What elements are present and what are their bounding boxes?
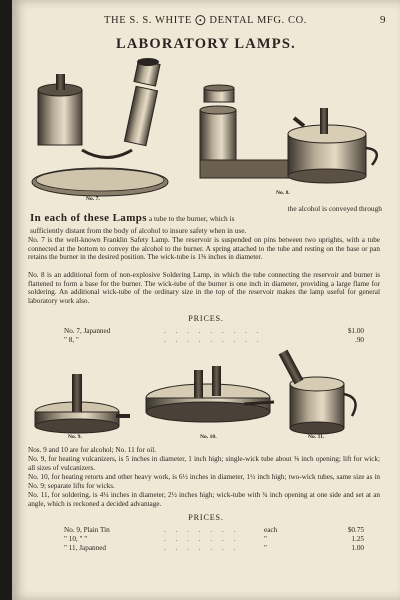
paragraph-no8: No. 8 is an additional form of non-explosive Soldering Lamp, in which the tube connecting the reservoir and burner is flattened to form a base for the burner. The wick-tube of the burner is one inch in diameter, providing a large flame for soldering. An additional wick-tube of the ordinary size in the top of the reservoir makes the lamp useful for general laboratory work also. bbox=[28, 271, 380, 305]
price-row bbox=[64, 544, 364, 553]
price-value: $1.00 bbox=[347, 327, 364, 335]
lamp-no7-illustration bbox=[32, 58, 168, 196]
company-name: THE S. S. WHITE ⨀ DENTAL MFG. CO. bbox=[104, 15, 307, 26]
price-row bbox=[64, 327, 364, 336]
lamp-no9-illustration bbox=[35, 374, 130, 433]
price-value: 1.00 bbox=[351, 544, 364, 552]
price-each: " bbox=[264, 535, 267, 543]
price-label: No. 7, Japanned bbox=[64, 327, 111, 335]
intro-line-2: a tube to the burner, which is bbox=[148, 214, 235, 223]
paragraph-no11: No. 11, for soldering, is 4¼ inches in diameter, 2½ inches high; wick-tube with ¾ inch opening at one side and set at an angle, which is reckoned a decided advantage. bbox=[28, 491, 380, 508]
price-label: " 8, " bbox=[64, 336, 79, 344]
page-number: 9 bbox=[380, 14, 386, 26]
caption-no11: No. 11. bbox=[308, 434, 325, 440]
lamp-no11-illustration bbox=[279, 350, 356, 434]
price-value: .90 bbox=[355, 336, 364, 344]
leader-dots: . . . . . . . bbox=[164, 544, 240, 552]
prices-title-2: PRICES. bbox=[188, 513, 224, 522]
paragraph-no10: No. 10, for heating retorts and other heavy work, is 6½ inches in diameter, 1½ inch high; two-wick tubes, same size as in No. 9; separate lifts for wicks. bbox=[28, 473, 380, 490]
price-value: $0.75 bbox=[347, 526, 364, 534]
caption-no9: No. 9. bbox=[68, 434, 82, 440]
caption-no10: No. 10. bbox=[200, 434, 217, 440]
price-row bbox=[64, 535, 364, 544]
paragraph-fuel: Nos. 9 and 10 are for alcohol; No. 11 for oil. bbox=[28, 446, 157, 454]
price-label: " 11, Japanned bbox=[64, 544, 106, 552]
caption-no8: No. 8. bbox=[276, 190, 290, 196]
leader-dots: . . . . . . . . . bbox=[164, 327, 263, 335]
catalog-page bbox=[12, 0, 400, 600]
price-label: " 10, " " bbox=[64, 535, 88, 543]
intro-line-2-wrap bbox=[30, 214, 382, 223]
price-value: 1.25 bbox=[351, 535, 364, 543]
leader-dots: . . . . . . . bbox=[164, 526, 240, 534]
intro-line-1: the alcohol is conveyed through bbox=[287, 204, 382, 213]
intro-line-3: sufficiently distant from the body of alcohol to insure safety when in use. bbox=[30, 226, 247, 235]
lamp-no10-illustration bbox=[146, 366, 274, 422]
page-title: LABORATORY LAMPS. bbox=[116, 36, 296, 52]
leader-dots: . . . . . . . . . bbox=[164, 336, 263, 344]
price-each: " bbox=[264, 544, 267, 552]
lamp-no8-illustration bbox=[200, 85, 377, 183]
prices-title-1: PRICES. bbox=[188, 314, 224, 323]
caption-no7: No. 7. bbox=[86, 196, 100, 202]
price-each: each bbox=[264, 526, 278, 534]
paragraph-no9: No. 9, for heating vulcanizers, is 5 inches in diameter, 1 inch high; single-wick tube about ⅜ inch opening; lift for wick; all sizes of vulcanizers. bbox=[28, 455, 380, 472]
paragraph-no7: No. 7 is the well-known Franklin Safety Lamp. The reservoir is suspended on pins between two uprights, with a tube connected at the bottom to convey the alcohol to the burner. A spring attached to the tube and resting on the base or pan retains the burner in the desired position. The wick-tube is 1⅜ inches in diameter. bbox=[28, 236, 380, 262]
price-row bbox=[64, 526, 364, 535]
intro-lead: In each of these Lamps bbox=[30, 212, 147, 224]
price-row bbox=[64, 336, 364, 345]
leader-dots: . . . . . . . bbox=[164, 535, 240, 543]
price-label: No. 9, Plain Tin bbox=[64, 526, 110, 534]
